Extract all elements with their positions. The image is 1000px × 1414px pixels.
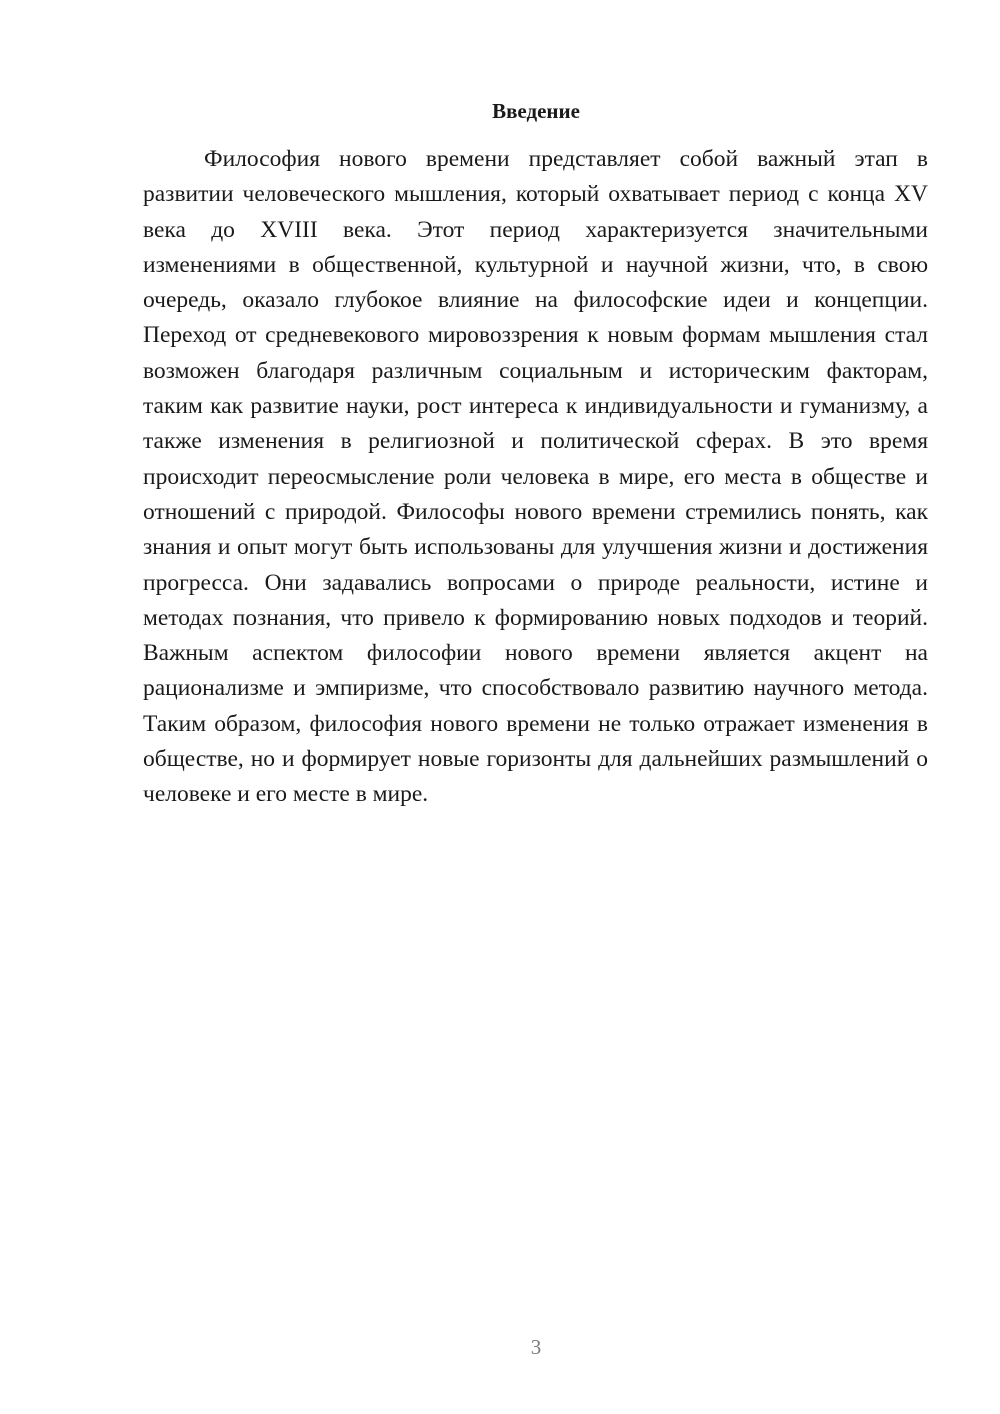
heading-text: Введение xyxy=(492,99,580,123)
page-number: 3 xyxy=(530,1335,542,1359)
body-paragraph: Философия нового времени представляет собой важный этап в развитии человеческого мышления, который охватывает период с конца XV века до XVIII века. Этот период характеризуется значительными изменениями в общественной, культурной и научной жизни, что, в свою очередь, оказало глубокое влияние на философские идеи и концепции. Переход от средневекового мировоззрения к новым формам мышления стал возможен благодаря различным социальным и историческим факторам, таким как развитие науки, рост интереса к индивидуальности и гуманизму, а также изменения в религиозной и политической сферах. В это время происходит переосмысление роли человека в мире, его места в обществе и отношений с природой. Философы нового времени стремились понять, как знания и опыт могут быть использованы для улучшения жизни и достижения прогресса. Они задавались вопросами о природе реальности, истине и методах познания, что привело к формированию новых подходов и теорий. Важным аспектом философии нового времени является акцент на рационализме и эмпиризме, что способствовало развитию научного метода. Таким образом, философия нового времени не только отражает изменения в обществе, но и формирует новые горизонты для дальнейших размышлений о человеке и его месте в мире. xyxy=(143,146,928,808)
section-heading xyxy=(0,96,1000,126)
